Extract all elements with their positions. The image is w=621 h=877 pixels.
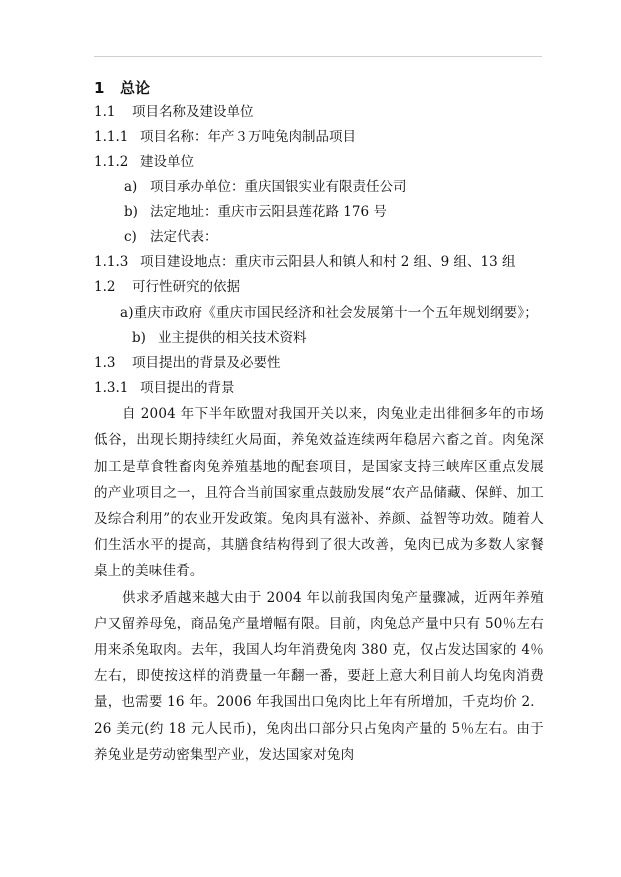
list-item-text: 项目承办单位：重庆国银实业有限责任公司 bbox=[150, 179, 407, 195]
chapter-number: 1 bbox=[94, 79, 105, 97]
header-rule bbox=[94, 56, 542, 57]
section-title: 可行性研究的依据 bbox=[132, 279, 240, 295]
section-title: 项目名称：年产３万吨兔肉制品项目 bbox=[140, 129, 356, 145]
section-title: 项目提出的背景及必要性 bbox=[132, 355, 281, 372]
section-number: 1.1.1 bbox=[94, 129, 129, 145]
section-number: 1.1 bbox=[94, 104, 116, 120]
section-number: 1.2 bbox=[94, 279, 116, 295]
section-number: 1.1.2 bbox=[94, 154, 129, 170]
chapter-title: 总论 bbox=[120, 79, 151, 97]
list-marker: b) bbox=[124, 204, 138, 220]
section-1-3 bbox=[94, 351, 544, 376]
chapter-heading bbox=[94, 76, 544, 100]
section-title: 项目建设地点：重庆市云阳县人和镇人和村 2 组、9 组、13 组 bbox=[140, 254, 516, 270]
body-paragraph: 自 2004 年下半年欧盟对我国开关以来，肉兔业走出徘徊多年的市场低谷，出现长期持续红火局面，养兔效益连续两年稳居六畜之首。肉兔深加工是草食牲畜肉兔养殖基地的配套项目，是国家支持三峡库区重点发展的产业项目之一，且符合当前国家重点鼓励发展“农产品储藏、保鲜、加工及综合利用”的农业开发政策。兔肉具有滋补、养颜、益智等功效。随着人们生活水平的提高，其膳食结构得到了很大改善，兔肉已成为多数人家餐桌上的美味佳肴。 bbox=[94, 406, 544, 580]
list-item-text: 业主提供的相关技术资料 bbox=[158, 330, 307, 347]
section-1-1-3 bbox=[94, 250, 544, 275]
section-1-3-1 bbox=[94, 376, 544, 401]
list-item bbox=[94, 225, 544, 250]
section-number: 1.1.3 bbox=[94, 254, 129, 270]
list-marker: c) bbox=[124, 229, 137, 245]
list-item bbox=[94, 175, 544, 200]
reference-item-b bbox=[94, 326, 544, 351]
list-item bbox=[94, 200, 544, 225]
section-1-1-2 bbox=[94, 150, 544, 175]
list-item-text: 法定地址：重庆市云阳县莲花路 176 号 bbox=[150, 204, 387, 220]
section-number: 1.3.1 bbox=[94, 380, 129, 397]
section-number: 1.3 bbox=[94, 355, 116, 372]
document-body bbox=[94, 74, 544, 768]
section-1-1-1 bbox=[94, 125, 544, 150]
section-title: 项目提出的背景 bbox=[140, 380, 235, 397]
reference-item-a: a)重庆市政府《重庆市国民经济和社会发展第十一个五年规划纲要》； bbox=[120, 305, 538, 321]
section-1-1 bbox=[94, 100, 544, 125]
body-paragraph: 供求矛盾越来越大由于 2004 年以前我国肉兔产量骤减，近两年养殖户又留养母兔，商品兔产量增幅有限。目前，肉兔总产量中只有 50％左右用来杀兔取肉。去年，我国人均年消费兔肉 380 克，仅占发达国家的 4％左右，即使按这样的消费量一年翻一番，要赶上意大利目前人均兔肉消费量，也需要 16 年。2006 年我国出口兔肉比上年有所增加，千克均价 2．26 美元(约 18 元人民币)，兔肉出口部分只占兔肉产量的 5％左右。由于养兔业是劳动密集型产业，发达国家对兔肉 bbox=[94, 589, 544, 763]
section-1-2 bbox=[94, 275, 544, 300]
list-item-text: 法定代表： bbox=[150, 229, 218, 245]
section-title: 建设单位 bbox=[140, 154, 194, 170]
section-title: 项目名称及建设单位 bbox=[132, 104, 254, 120]
list-marker: a) bbox=[124, 179, 138, 195]
list-marker: b) bbox=[132, 330, 146, 347]
